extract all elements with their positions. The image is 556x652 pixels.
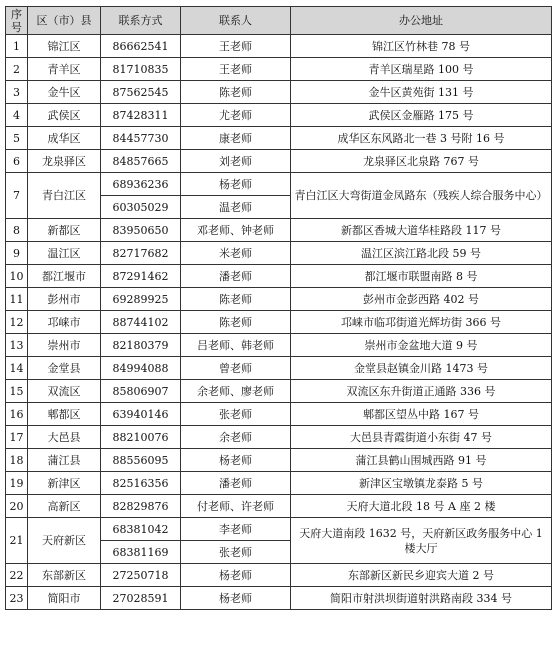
phone-cell: 88556095 <box>101 449 181 472</box>
table-row <box>6 426 552 449</box>
district-cell: 崇州市 <box>28 334 101 357</box>
district-cell: 锦江区 <box>28 35 101 58</box>
table-row <box>6 380 552 403</box>
row-number: 16 <box>6 403 28 426</box>
contact-cell: 张老师 <box>181 403 291 426</box>
phone-cell: 86662541 <box>101 35 181 58</box>
district-cell: 龙泉驿区 <box>28 150 101 173</box>
address-cell: 天府大道北段 18 号 A 座 2 楼 <box>291 495 552 518</box>
contact-cell: 杨老师 <box>181 173 291 196</box>
contact-cell: 杨老师 <box>181 587 291 610</box>
district-cell: 蒲江县 <box>28 449 101 472</box>
address-cell: 金牛区黄苑街 131 号 <box>291 81 552 104</box>
contact-cell: 潘老师 <box>181 265 291 288</box>
contact-cell: 王老师 <box>181 58 291 81</box>
phone-cell: 84857665 <box>101 150 181 173</box>
row-number: 21 <box>6 518 28 564</box>
address-cell: 邛崃市临邛街道光辉坊街 366 号 <box>291 311 552 334</box>
phone-cell: 27028591 <box>101 587 181 610</box>
district-cell: 彭州市 <box>28 288 101 311</box>
header-phone: 联系方式 <box>101 7 181 35</box>
table-row <box>6 357 552 380</box>
row-number: 4 <box>6 104 28 127</box>
district-cell: 都江堰市 <box>28 265 101 288</box>
district-cell: 郫都区 <box>28 403 101 426</box>
contact-cell: 余老师、廖老师 <box>181 380 291 403</box>
contact-table <box>5 6 552 610</box>
row-number: 10 <box>6 265 28 288</box>
contact-cell: 杨老师 <box>181 449 291 472</box>
table-row <box>6 518 552 541</box>
district-cell: 新都区 <box>28 219 101 242</box>
phone-cell: 69289925 <box>101 288 181 311</box>
phone-cell: 68936236 <box>101 173 181 196</box>
address-cell: 新都区香城大道华桂路段 117 号 <box>291 219 552 242</box>
phone-cell: 68381042 <box>101 518 181 541</box>
contact-cell: 杨老师 <box>181 564 291 587</box>
contact-cell: 陈老师 <box>181 311 291 334</box>
row-number: 5 <box>6 127 28 150</box>
table-row <box>6 242 552 265</box>
phone-cell: 82180379 <box>101 334 181 357</box>
row-number: 15 <box>6 380 28 403</box>
district-cell: 青羊区 <box>28 58 101 81</box>
contact-cell: 张老师 <box>181 541 291 564</box>
contact-cell: 刘老师 <box>181 150 291 173</box>
district-cell: 邛崃市 <box>28 311 101 334</box>
district-cell: 金牛区 <box>28 81 101 104</box>
phone-cell: 87291462 <box>101 265 181 288</box>
address-cell: 东部新区新民乡迎宾大道 2 号 <box>291 564 552 587</box>
table-row <box>6 472 552 495</box>
address-cell: 都江堰市联盟南路 8 号 <box>291 265 552 288</box>
header-contact: 联系人 <box>181 7 291 35</box>
address-cell: 双流区东升街道正通路 336 号 <box>291 380 552 403</box>
contact-cell: 吕老师、韩老师 <box>181 334 291 357</box>
phone-cell: 63940146 <box>101 403 181 426</box>
table-row <box>6 127 552 150</box>
contact-cell: 余老师 <box>181 426 291 449</box>
district-cell: 双流区 <box>28 380 101 403</box>
contact-cell: 温老师 <box>181 196 291 219</box>
district-cell: 武侯区 <box>28 104 101 127</box>
phone-cell: 82829876 <box>101 495 181 518</box>
address-cell: 彭州市金彭西路 402 号 <box>291 288 552 311</box>
district-cell: 温江区 <box>28 242 101 265</box>
row-number: 20 <box>6 495 28 518</box>
district-cell: 天府新区 <box>28 518 101 564</box>
district-cell: 东部新区 <box>28 564 101 587</box>
row-number: 9 <box>6 242 28 265</box>
table-row <box>6 81 552 104</box>
table-row <box>6 173 552 196</box>
phone-cell: 88210076 <box>101 426 181 449</box>
row-number: 6 <box>6 150 28 173</box>
address-cell: 崇州市金盆地大道 9 号 <box>291 334 552 357</box>
table-row <box>6 35 552 58</box>
district-cell: 青白江区 <box>28 173 101 219</box>
table-body <box>6 35 552 610</box>
phone-cell: 87428311 <box>101 104 181 127</box>
address-cell: 天府大道南段 1632 号，天府新区政务服务中心 1 楼大厅 <box>291 518 552 564</box>
address-cell: 大邑县青霞街道小东街 47 号 <box>291 426 552 449</box>
contact-cell: 邓老师、钟老师 <box>181 219 291 242</box>
table-row <box>6 219 552 242</box>
contact-cell: 尤老师 <box>181 104 291 127</box>
row-number: 23 <box>6 587 28 610</box>
table-row <box>6 104 552 127</box>
contact-cell: 付老师、许老师 <box>181 495 291 518</box>
phone-cell: 83950650 <box>101 219 181 242</box>
table-row <box>6 334 552 357</box>
phone-cell: 27250718 <box>101 564 181 587</box>
table-row <box>6 288 552 311</box>
phone-cell: 60305029 <box>101 196 181 219</box>
header-address: 办公地址 <box>291 7 552 35</box>
table-row <box>6 265 552 288</box>
address-cell: 温江区滨江路北段 59 号 <box>291 242 552 265</box>
row-number: 19 <box>6 472 28 495</box>
phone-cell: 87562545 <box>101 81 181 104</box>
address-cell: 金堂县赵镇金川路 1473 号 <box>291 357 552 380</box>
contact-cell: 陈老师 <box>181 288 291 311</box>
phone-cell: 84457730 <box>101 127 181 150</box>
phone-cell: 85806907 <box>101 380 181 403</box>
address-cell: 简阳市射洪坝街道射洪路南段 334 号 <box>291 587 552 610</box>
table-row <box>6 150 552 173</box>
row-number: 1 <box>6 35 28 58</box>
contact-cell: 康老师 <box>181 127 291 150</box>
row-number: 22 <box>6 564 28 587</box>
table-row <box>6 495 552 518</box>
phone-cell: 84994088 <box>101 357 181 380</box>
table-row <box>6 311 552 334</box>
table-row <box>6 564 552 587</box>
table-row <box>6 403 552 426</box>
header-district: 区（市）县 <box>28 7 101 35</box>
district-cell: 高新区 <box>28 495 101 518</box>
address-cell: 郫都区望丛中路 167 号 <box>291 403 552 426</box>
header-seq: 序号 <box>6 7 28 35</box>
phone-cell: 68381169 <box>101 541 181 564</box>
address-cell: 锦江区竹林巷 78 号 <box>291 35 552 58</box>
district-cell: 成华区 <box>28 127 101 150</box>
contact-cell: 米老师 <box>181 242 291 265</box>
contact-cell: 李老师 <box>181 518 291 541</box>
row-number: 7 <box>6 173 28 219</box>
row-number: 8 <box>6 219 28 242</box>
row-number: 12 <box>6 311 28 334</box>
contact-cell: 潘老师 <box>181 472 291 495</box>
row-number: 18 <box>6 449 28 472</box>
header-row <box>6 7 552 35</box>
row-number: 14 <box>6 357 28 380</box>
address-cell: 龙泉驿区北泉路 767 号 <box>291 150 552 173</box>
row-number: 2 <box>6 58 28 81</box>
table-row <box>6 449 552 472</box>
address-cell: 新津区宝墩镇龙泰路 5 号 <box>291 472 552 495</box>
district-cell: 金堂县 <box>28 357 101 380</box>
phone-cell: 88744102 <box>101 311 181 334</box>
address-cell: 蒲江县鹤山围城西路 91 号 <box>291 449 552 472</box>
row-number: 11 <box>6 288 28 311</box>
row-number: 3 <box>6 81 28 104</box>
row-number: 13 <box>6 334 28 357</box>
address-cell: 青白江区大弯街道金凤路东（残疾人综合服务中心） <box>291 173 552 219</box>
contact-cell: 王老师 <box>181 35 291 58</box>
phone-cell: 81710835 <box>101 58 181 81</box>
table-row <box>6 587 552 610</box>
row-number: 17 <box>6 426 28 449</box>
address-cell: 武侯区金雁路 175 号 <box>291 104 552 127</box>
address-cell: 成华区东风路北一巷 3 号附 16 号 <box>291 127 552 150</box>
district-cell: 简阳市 <box>28 587 101 610</box>
phone-cell: 82717682 <box>101 242 181 265</box>
district-cell: 大邑县 <box>28 426 101 449</box>
table-row <box>6 58 552 81</box>
address-cell: 青羊区瑞星路 100 号 <box>291 58 552 81</box>
contact-cell: 陈老师 <box>181 81 291 104</box>
contact-cell: 曾老师 <box>181 357 291 380</box>
district-cell: 新津区 <box>28 472 101 495</box>
phone-cell: 82516356 <box>101 472 181 495</box>
